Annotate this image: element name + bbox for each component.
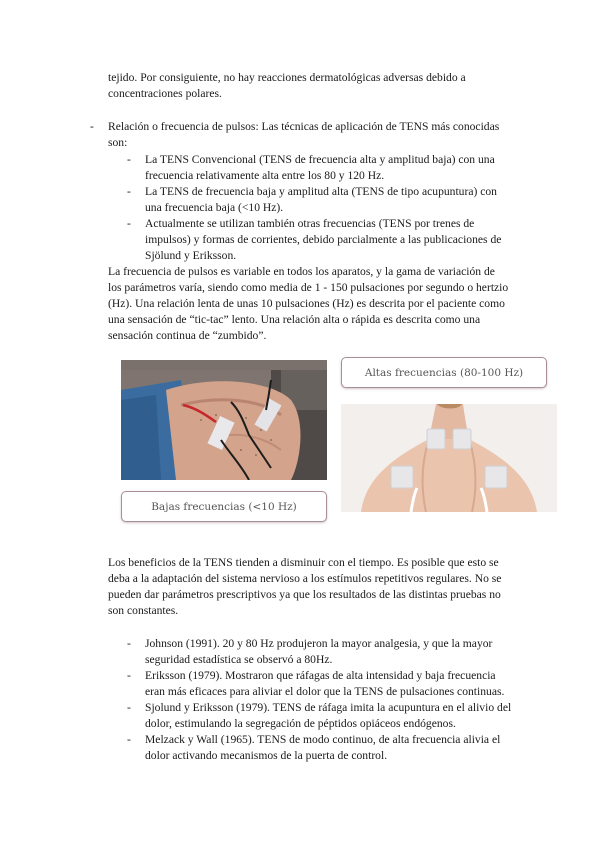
intro-line-1: tejido. Por consiguiente, no hay reacciones dermatológicas adversas debido a: [108, 71, 466, 84]
paragraph-line-3: (Hz). Una relación lenta de unas 10 pulsaciones (Hz) es descrita por el paciente como: [108, 297, 505, 310]
high-frequency-label: Altas frecuencias (80-100 Hz): [341, 357, 547, 388]
benefits-line-2: deba a la adaptación del sistema nervioso a los estímulos repetitivos regulares. No se: [108, 572, 502, 585]
reference-1-line-1: Johnson (1991). 20 y 80 Hz produjeron la mayor analgesia, y que la mayor: [145, 637, 493, 650]
paragraph-line-4: una sensación de “tic-tac” lento. Una relación alta o rápida es descrita como una: [108, 313, 481, 326]
paragraph-line-1: La frecuencia de pulsos es variable en todos los aparatos, y la gama de variación de: [108, 265, 495, 278]
paragraph-line-2: los parámetros varía, siendo como media de 1 - 150 pulsaciones por segundo o hertzio: [108, 281, 509, 294]
reference-4-line-1: Melzack y Wall (1965). TENS de modo continuo, de alta frecuencia alivia el: [145, 733, 501, 746]
reference-3-line-1: Sjolund y Eriksson (1979). TENS de ráfaga imita la acupuntura en el alivio del: [145, 701, 512, 714]
subitem-3-line-1: Actualmente se utilizan también otras frecuencias (TENS por trenes de: [145, 217, 475, 230]
paragraph-line-5: sensación continua de “zumbido”.: [108, 329, 267, 342]
benefits-line-4: son constantes.: [108, 604, 179, 617]
subitem-bullet: -: [127, 185, 131, 198]
subitem-bullet: -: [127, 217, 131, 230]
section-heading-line-1: Relación o frecuencia de pulsos: Las técnicas de aplicación de TENS más conocidas: [108, 120, 500, 133]
subitem-2-line-1: La TENS de frecuencia baja y amplitud alta (TENS de tipo acupuntura) con: [145, 185, 497, 198]
reference-bullet: -: [127, 669, 131, 682]
reference-4-line-2: dolor activando mecanismos de la puerta de control.: [145, 749, 388, 762]
subitem-3-line-3: Sjölund y Eriksson.: [145, 249, 237, 262]
section-heading-line-2: son:: [108, 136, 128, 149]
knee-electrodes-photo: [121, 360, 327, 480]
reference-bullet: -: [127, 637, 131, 650]
subitem-1-line-1: La TENS Convencional (TENS de frecuencia alta y amplitud baja) con una: [145, 153, 495, 166]
low-frequency-label: Bajas frecuencias (<10 Hz): [121, 491, 327, 522]
benefits-line-3: pueden dar parámetros prescriptivos ya que los resultados de las distintas pruebas no: [108, 588, 501, 601]
subitem-1-line-2: frecuencia relativamente alta entre los 80 y 120 Hz.: [145, 169, 385, 182]
intro-line-2: concentraciones polares.: [108, 87, 222, 100]
neck-electrodes-photo: [341, 404, 557, 512]
reference-2-line-1: Eriksson (1979). Mostraron que ráfagas de alta intensidad y baja frecuencia: [145, 669, 496, 682]
reference-bullet: -: [127, 733, 131, 746]
subitem-3-line-2: impulsos) y formas de corrientes, debido parcialmente a las publicaciones de: [145, 233, 502, 246]
reference-1-line-2: seguridad estadística se observó a 80Hz.: [145, 653, 333, 666]
reference-2-line-2: eran más eficaces para aliviar el dolor que la TENS de pulsaciones continuas.: [145, 685, 505, 698]
reference-3-line-2: dolor, estimulando la segregación de péptidos opiáceos endógenos.: [145, 717, 456, 730]
reference-bullet: -: [127, 701, 131, 714]
subitem-bullet: -: [127, 153, 131, 166]
subitem-2-line-2: una frecuencia baja (<10 Hz).: [145, 201, 284, 214]
benefits-line-1: Los beneficios de la TENS tienden a disminuir con el tiempo. Es posible que esto se: [108, 556, 499, 569]
section-bullet: -: [90, 120, 94, 133]
